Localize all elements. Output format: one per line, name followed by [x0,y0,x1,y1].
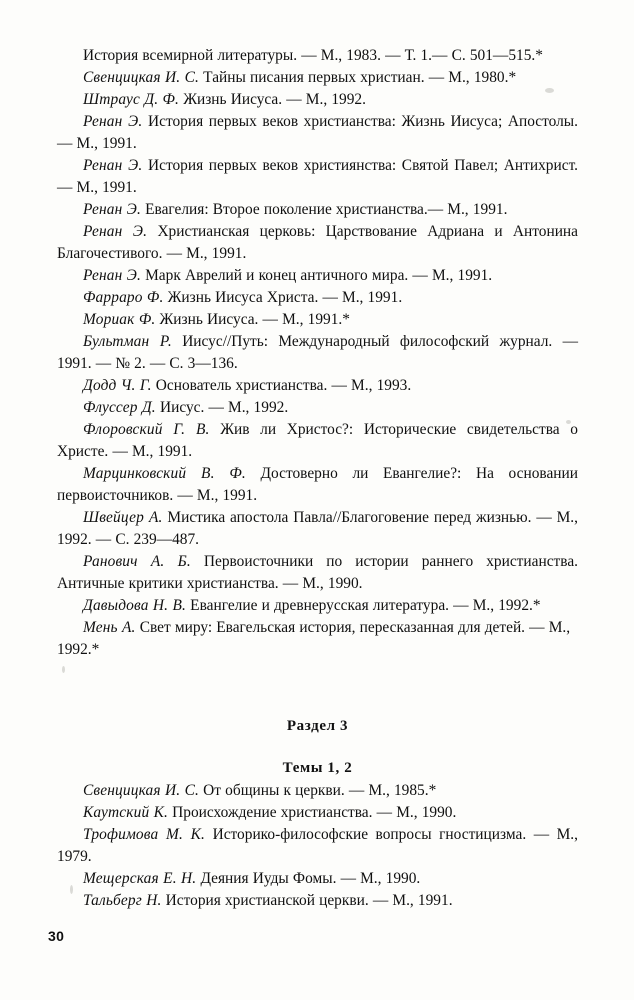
entry-author: Ренан Э. [83,113,143,130]
entry-author: Флоровский Г. В. [83,421,210,438]
bibliography-entry [57,463,578,507]
entry-author: Мещерская Е. Н. [83,870,197,887]
entry-text: Достоверно ли Евангелие?: На основании первоисточников. — М., 1991. [57,465,578,504]
entry-text: От общины к церкви. — М., 1985.* [199,782,437,799]
bibliography-entry [57,802,578,824]
entry-author: Додд Ч. Г. [83,377,152,394]
entry-text: Иисус//Путь: Международный философский журнал. — 1991. — № 2. — С. 3—136. [57,333,578,372]
entry-author: Фарраро Ф. [83,289,164,306]
section-heading: Раздел 3 [286,718,349,734]
bibliography-entry [57,89,578,111]
entry-text: Деяния Иуды Фомы. — М., 1990. [196,870,421,887]
entry-author: Мориак Ф. [83,311,156,328]
topics-heading: Темы 1, 2 [282,760,353,776]
bibliography-entry [57,419,578,463]
bibliography-entry [57,331,578,375]
bibliography-entry [57,868,578,890]
entry-text: Первоисточники по истории раннего христианства. Античные критики христианства. — М., 1990. [57,553,578,592]
entry-author: Каутский К. [83,804,168,821]
bibliography-entry [57,221,578,265]
bibliography-entry [57,551,578,595]
entry-author: Ренан Э. [83,267,141,284]
page-number: 30 [48,928,65,944]
entry-author: Свенцицкая И. С. [83,69,200,86]
entry-author: Швейцер А. [83,509,163,526]
bibliography-entry [57,111,578,155]
entry-text: Жив ли Христос?: Исторические свидетельства о Христе. — М., 1991. [57,421,579,460]
bibliography-entry [57,309,578,331]
entry-text: Марк Аврелий и конец античного мира. — М., 1991. [140,267,493,284]
entry-author: Мень А. [83,619,136,636]
bibliography-entry [57,595,578,617]
section-headings [57,716,578,778]
entry-author: Ренан Э. [83,157,143,174]
entry-text: Жизнь Иисуса Христа. — М., 1991. [163,289,403,306]
bibliography-entry [57,67,578,89]
entry-text: Иисус. — М., 1992. [155,399,289,416]
entry-author: Тальберг Н. [83,892,162,909]
entry-author: Ренан Э. [83,223,148,240]
bibliography-list-part-2 [57,780,578,912]
entry-text: Свет миру: Евагельская история, пересказанная для детей. — М., 1992.* [57,619,571,658]
bibliography-entry [57,375,578,397]
entry-text: Мистика апостола Павла//Благоговение перед жизнью. — М., 1992. — С. 239—487. [57,509,578,548]
entry-text: История первых веков христианства: Жизнь Иисуса; Апостолы. — М., 1991. [57,113,578,152]
entry-author: Штраус Д. Ф. [83,91,180,108]
bibliography-entry [57,265,578,287]
entry-text: Евагелия: Второе поколение христианства.— М., 1991. [140,201,508,218]
entry-text: Жизнь Иисуса. — М., 1992. [179,91,366,108]
entry-text: Жизнь Иисуса. — М., 1991.* [155,311,350,328]
entry-text: Происхождение христианства. — М., 1990. [168,804,457,821]
entry-author: Ренан Э. [83,201,141,218]
bibliography-entry [57,507,578,551]
entry-author: Ранович А. Б. [83,553,191,570]
entry-author: Марцинковский В. Ф. [83,465,246,482]
bibliography-entry [57,824,578,868]
entry-author: Трофимова М. К. [83,826,206,843]
entry-author: Флуссер Д. [83,399,156,416]
entry-author: Бультман Р. [83,333,172,350]
bibliography-entry [57,45,578,67]
bibliography-entry [57,199,578,221]
bibliography-entry [57,287,578,309]
entry-author: Давыдова Н. В. [83,597,187,614]
bibliography-entry [57,890,578,912]
bibliography-entry [57,397,578,419]
bibliography-entry [57,155,578,199]
entry-text: Основатель христианства. — М., 1993. [151,377,412,394]
entry-author: Свенцицкая И. С. [83,782,200,799]
bibliography-list-part-1 [57,45,578,661]
entry-text: История христианской церкви. — М., 1991. [161,892,453,909]
entry-text: Тайны писания первых христиан. — М., 1980.* [199,69,517,86]
bibliography-entry [57,617,578,661]
bibliography-entry [57,780,578,802]
entry-text: Христианская церковь: Царствование Адриана и Антонина Благочестивого. — М., 1991. [57,223,578,262]
entry-text: История первых веков християнства: Святой Павел; Антихрист. — М., 1991. [57,157,578,196]
entry-text: Историко-философские вопросы гностицизма. — М., 1979. [57,826,578,865]
entry-text: Евангелие и древнерусская литература. — М., 1992.* [186,597,541,614]
entry-text: История всемирной литературы. — М., 1983. — Т. 1.— С. 501—515.* [83,47,543,64]
